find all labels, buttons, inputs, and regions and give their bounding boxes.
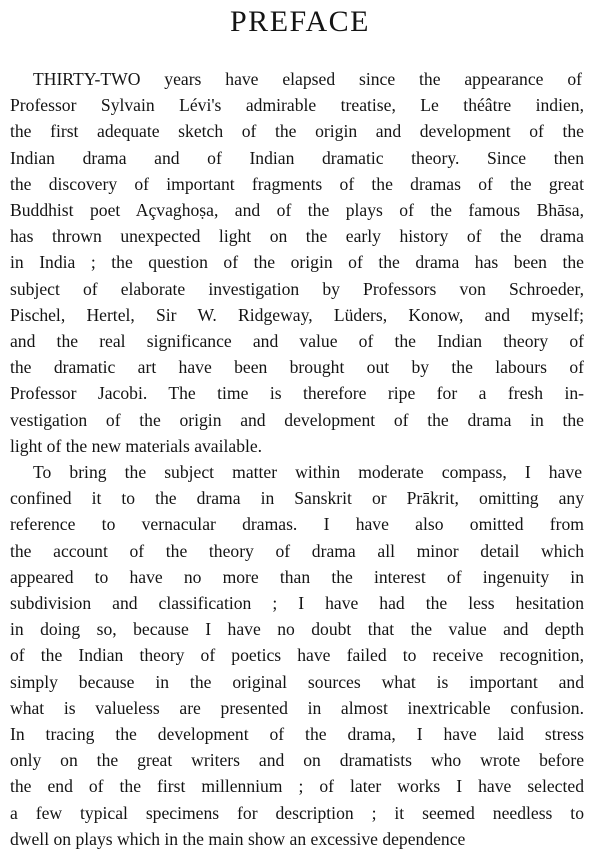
text-line: THIRTY-TWO years have elapsed since the appearance of (33, 69, 582, 89)
text-line: in India ; the question of the origin of the drama has been the (10, 252, 584, 273)
text-line: the dramatic art have been brought out by the labours of (10, 357, 584, 378)
text-line: Professor Sylvain Lévi's admirable treatise, Le théâtre indien, (10, 95, 584, 116)
text-line: the first adequate sketch of the origin and development of the (10, 121, 584, 142)
text-line: subject of elaborate investigation by Professors von Schroeder, (10, 278, 584, 299)
text-line: in doing so, because I have no doubt that the value and depth (10, 619, 584, 640)
text-line: light of the new materials available. (10, 435, 263, 456)
text-line: the end of the first millennium ; of later works I have selected (10, 776, 584, 797)
text-line: reference to vernacular dramas. I have also omitted from (10, 514, 584, 535)
text-line: Pischel, Hertel, Sir W. Ridgeway, Lüders, Konow, and myself; (10, 304, 584, 325)
text-line: dwell on plays which in the main show an excessive dependence (10, 828, 466, 849)
text-line: subdivision and classification ; I have had the less hesitation (10, 593, 584, 613)
text-line: confined it to the drama in Sanskrit or Prākrit, omitting any (10, 488, 584, 509)
text-line: appeared to have no more than the interest of ingenuity in (10, 566, 584, 587)
text-line: has thrown unexpected light on the early history of the drama (10, 226, 584, 247)
text-line: To bring the subject matter within moderate compass, I have (33, 462, 582, 482)
page-title: PREFACE (230, 5, 370, 38)
text-line: Professor Jacobi. The time is therefore ripe for a fresh in- (10, 383, 584, 404)
text-line: simply because in the original sources what is important and (10, 671, 584, 692)
text-line: the discovery of important fragments of the dramas of the great (10, 173, 584, 194)
text-line: a few typical specimens for description ; it seemed needless to (10, 802, 584, 823)
text-line: and the real significance and value of the Indian theory of (10, 331, 584, 351)
text-line: what is valueless are presented in almost inextricable confusion. (10, 697, 584, 718)
text-line: In tracing the development of the drama, I have laid stress (10, 724, 584, 744)
text-line: Indian drama and of Indian dramatic theory. Since then (10, 147, 584, 168)
text-line: only on the great writers and on dramatists who wrote before (10, 750, 584, 771)
text-line: of the Indian theory of poetics have failed to receive recognition, (10, 645, 584, 666)
text-line: vestigation of the origin and development of the drama in the (10, 409, 584, 430)
text-line: Buddhist poet Açvaghoṣa, and of the plays of the famous Bhāsa, (10, 200, 584, 220)
text-line: the account of the theory of drama all minor detail which (10, 540, 584, 561)
